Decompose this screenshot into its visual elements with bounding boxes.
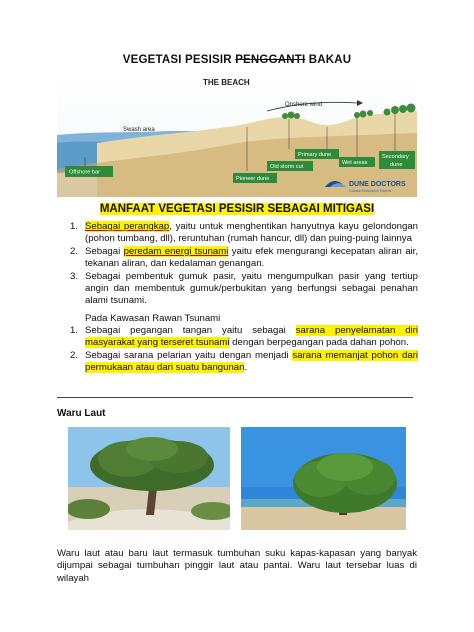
- title-suffix: BAKAU: [305, 54, 352, 66]
- label-offshore: Offshore bar: [69, 169, 100, 176]
- list-number: 1.: [70, 221, 79, 232]
- benefits-list: [70, 221, 418, 308]
- label-wet: Wet areas: [342, 160, 368, 166]
- list-number: 3.: [70, 270, 79, 282]
- list-text: Sebagai pegangan tangan yaitu sebagai: [85, 325, 296, 336]
- highlight: sarana penyelamatan diri masyarakat yang terseret tsunami: [85, 325, 419, 349]
- diagram-heading: THE BEACH: [203, 78, 250, 87]
- list-item: [70, 271, 418, 308]
- list-text: Sebagai sarana pelarian yaitu dengan menjadi: [85, 349, 293, 361]
- subheading: Pada Kawasan Rawan Tsunami: [85, 313, 221, 324]
- beach-diagram: [57, 73, 417, 197]
- brand-name: DUNE DOCTORS: [349, 181, 406, 188]
- label-secondary: Secondary: [382, 154, 409, 160]
- list-item: [70, 246, 418, 271]
- highlight: peredam energi tsunami: [123, 245, 229, 257]
- highlight: sarana memanjat pohon dari permukaan atau dari suatu bangunan: [85, 349, 418, 374]
- list-text: yaitu efek mengurangi kecepatan aliran air, tekanan aliran, dan kedalaman genangan.: [85, 245, 419, 270]
- label-primary: Primary dune: [298, 152, 332, 158]
- label-swash: Swash area: [123, 127, 155, 133]
- list-text: , yaitu untuk menghentikan hanyutnya kayu gelondongan (pohon tumbang, dll), reruntuhan (rumah hancur, dll) dan puing-puing lainnya: [85, 221, 419, 245]
- list-text: Sebagai: [85, 245, 124, 257]
- list-text: Sebagai pembentuk gumuk pasir, yaitu mengumpulkan pasir yang tertiup angin dan membentuk gumuk/perbukitan yang berfungsi sebagai penahan alami tsunami.: [85, 270, 418, 307]
- list-number: 2.: [70, 245, 79, 257]
- list-item: [70, 221, 418, 246]
- list-number: 2.: [70, 349, 79, 361]
- waru-laut-photo-1: [68, 427, 230, 530]
- list-item: [70, 350, 418, 375]
- highlight: Sebagai perangkap: [85, 221, 170, 232]
- title-struck-word: PENGGANTI: [235, 54, 306, 66]
- divider: [57, 397, 413, 398]
- label-secondary-2: dune: [390, 162, 403, 168]
- page-title: [0, 54, 474, 66]
- list-text: .: [244, 362, 248, 374]
- label-onshore: Onshore wind: [285, 102, 323, 108]
- waru-laut-photo-2: [241, 427, 406, 530]
- section-heading-text: MANFAAT VEGETASI PESISIR SEBAGAI MITIGASI: [99, 203, 375, 215]
- title-prefix: VEGETASI PESISIR: [122, 54, 236, 66]
- list-text: dengan berpegangan pada dahan pohon.: [229, 337, 409, 349]
- tsunami-list: [70, 325, 418, 375]
- list-number: 1.: [70, 325, 79, 336]
- description-paragraph: Waru laut atau baru laut termasuk tumbuhan suku kapas-kapasan yang banyak dijumpai sebagai tumbuhan pinggir laut atau pantai. Waru laut tersebar luas di wilayah: [57, 548, 417, 584]
- list-item: [70, 325, 418, 350]
- brand-tagline: Coastal Restoration Experts: [349, 189, 392, 193]
- label-old-storm: Old storm cut: [270, 164, 304, 170]
- species-heading: Waru Laut: [57, 408, 106, 419]
- label-pioneer: Pioneer dune: [236, 176, 270, 182]
- section-heading: [0, 203, 474, 215]
